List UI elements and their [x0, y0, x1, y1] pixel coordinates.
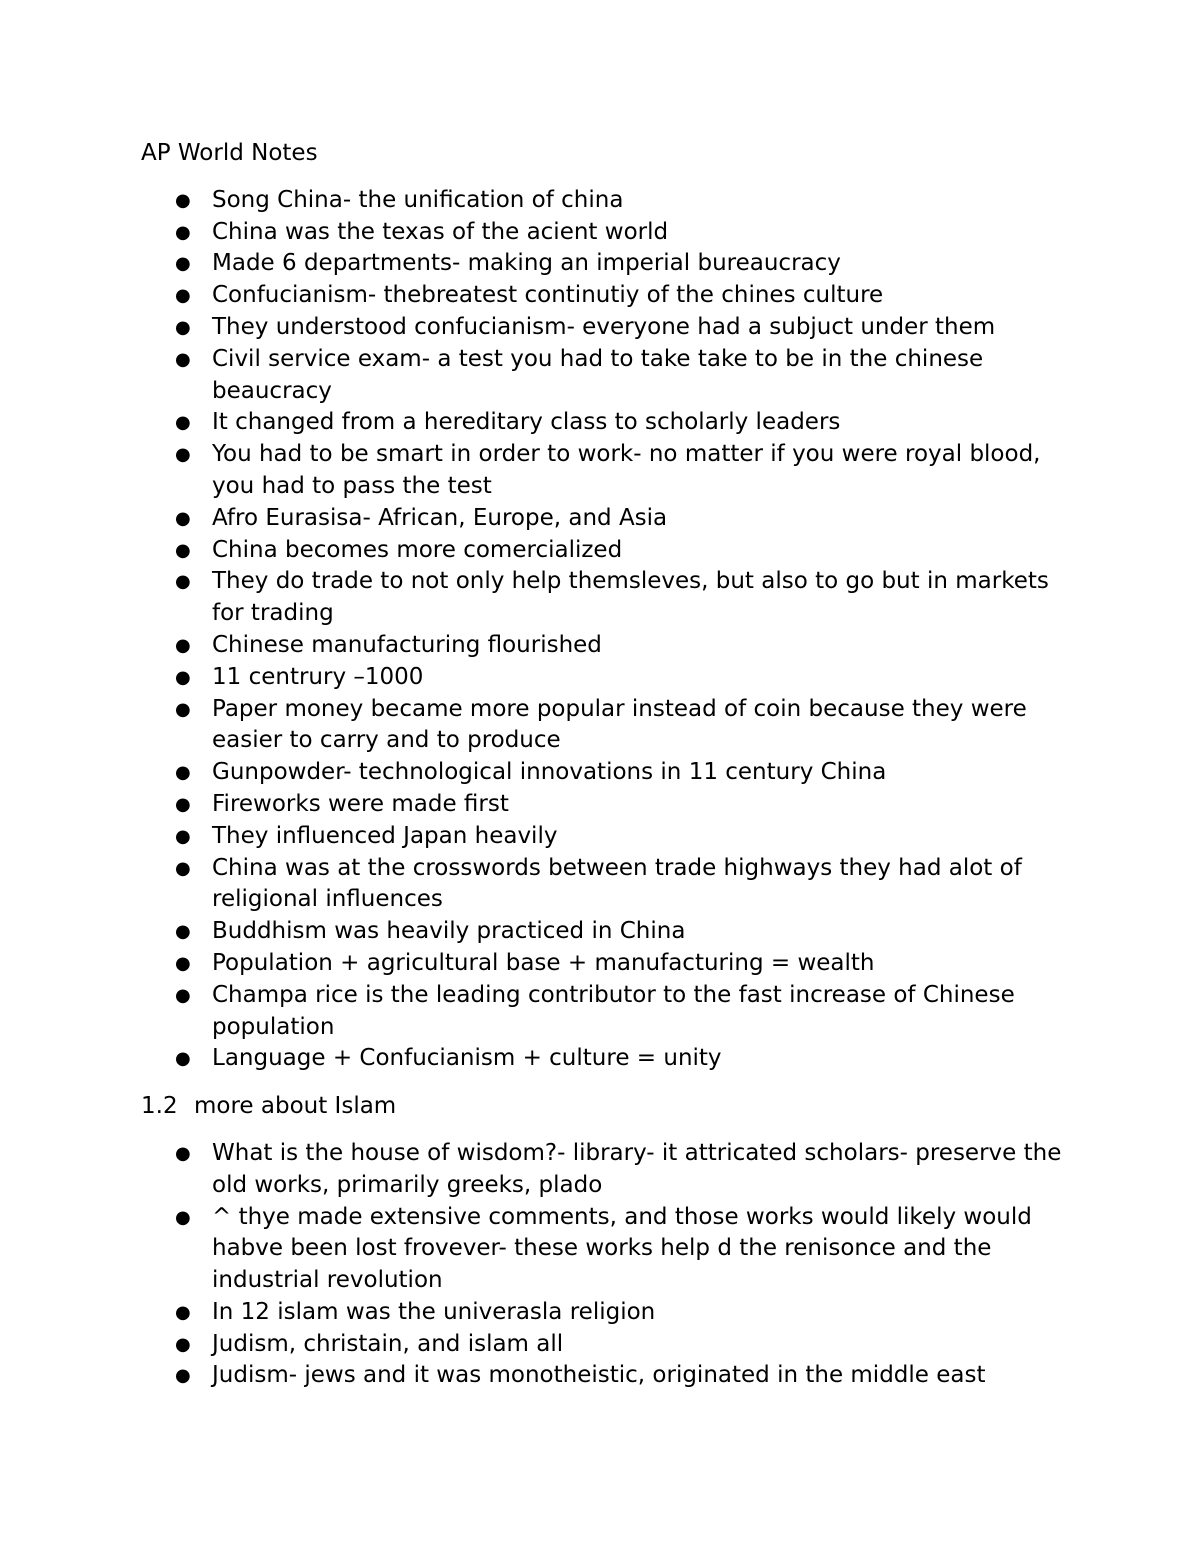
section-2-number: 1.2	[141, 1093, 178, 1120]
list-item-text: Judism, christain, and islam all	[212, 1330, 564, 1357]
document-body	[141, 138, 1071, 1392]
list-item-text: China was the texas of the acient world	[212, 218, 669, 245]
list-item-text: Civil service exam- a test you had to take take to be in the chinese beaucracy	[212, 345, 984, 404]
list-item	[141, 344, 1071, 408]
list-item-text: They do trade to not only help themsleves, but also to go but in markets for trading	[212, 568, 1049, 627]
section-2-title: more about Islam	[194, 1093, 397, 1120]
list-item	[141, 694, 1071, 758]
list-item	[141, 566, 1071, 630]
list-item-text: Afro Eurasisa- African, Europe, and Asia	[212, 504, 668, 531]
list-item	[141, 1329, 1071, 1361]
bullet-icon: ●	[175, 698, 191, 720]
list-item-text: Fireworks were made first	[212, 790, 509, 817]
list-item-text: In 12 islam was the univerasla religion	[212, 1298, 656, 1325]
bullet-icon: ●	[175, 793, 191, 815]
list-item-text: Gunpowder- technological innovations in 11 century China	[212, 759, 887, 786]
bullet-icon: ●	[175, 285, 191, 307]
list-item-text: Chinese manufacturing flourished	[212, 631, 602, 658]
bullet-icon: ●	[175, 571, 191, 593]
list-item	[141, 821, 1071, 853]
bullet-icon: ●	[175, 1365, 191, 1387]
list-item	[141, 630, 1071, 662]
list-item-text: What is the house of wisdom?- library- it attricated scholars- preserve the old works, primarily greeks, plado	[212, 1139, 1062, 1198]
bullet-icon: ●	[175, 253, 191, 275]
list-item-text: It changed from a hereditary class to scholarly leaders	[212, 409, 841, 436]
bullet-icon: ●	[175, 539, 191, 561]
list-item-text: Paper money became more popular instead of coin because they were easier to carry and to produce	[212, 695, 1027, 754]
bullet-icon: ●	[175, 1142, 191, 1164]
list-item	[141, 535, 1071, 567]
bullet-icon: ●	[175, 412, 191, 434]
bullet-icon: ●	[175, 444, 191, 466]
bullet-icon: ●	[175, 1206, 191, 1228]
list-item	[141, 1202, 1071, 1297]
bullet-icon: ●	[175, 1301, 191, 1323]
list-item	[141, 916, 1071, 948]
bullet-icon: ●	[175, 921, 191, 943]
bullet-icon: ●	[175, 221, 191, 243]
bullet-icon: ●	[175, 666, 191, 688]
list-item	[141, 248, 1071, 280]
bullet-icon: ●	[175, 825, 191, 847]
list-item-text: China becomes more comercialized	[212, 536, 623, 563]
list-item	[141, 1043, 1071, 1075]
section-1-list	[141, 185, 1071, 1075]
list-item	[141, 757, 1071, 789]
bullet-icon: ●	[175, 348, 191, 370]
list-item-text: 11 centrury –1000	[212, 663, 424, 690]
bullet-icon: ●	[175, 1048, 191, 1070]
list-item	[141, 789, 1071, 821]
list-item-text: Made 6 departments- making an imperial bureaucracy	[212, 250, 841, 277]
list-item	[141, 280, 1071, 312]
list-item	[141, 439, 1071, 503]
bullet-icon: ●	[175, 507, 191, 529]
section-2-heading	[141, 1091, 1071, 1123]
list-item-text: ^ thye made extensive comments, and those works would likely would habve been lost frovever- these works help d the renisonce and the industrial revolution	[212, 1203, 1032, 1294]
list-item-text: China was at the crosswords between trade highways they had alot of religional influences	[212, 854, 1022, 913]
list-item-text: They influenced Japan heavily	[212, 822, 558, 849]
list-item-text: Population + agricultural base + manufacturing = wealth	[212, 949, 875, 976]
list-item	[141, 853, 1071, 917]
list-item	[141, 185, 1071, 217]
list-item-text: Champa rice is the leading contributor to the fast increase of Chinese population	[212, 981, 1015, 1040]
list-item-text: Buddhism was heavily practiced in China	[212, 918, 686, 945]
list-item-text: They understood confucianism- everyone had a subjuct under them	[212, 313, 996, 340]
bullet-icon: ●	[175, 952, 191, 974]
list-item	[141, 1138, 1071, 1202]
list-item	[141, 217, 1071, 249]
bullet-icon: ●	[175, 189, 191, 211]
bullet-icon: ●	[175, 857, 191, 879]
section-2-list	[141, 1138, 1071, 1392]
list-item-text: Language + Confucianism + culture = unity	[212, 1045, 722, 1072]
list-item-text: Song China- the unification of china	[212, 186, 624, 213]
list-item	[141, 312, 1071, 344]
bullet-icon: ●	[175, 316, 191, 338]
list-item-text: Judism- jews and it was monotheistic, originated in the middle east	[212, 1362, 986, 1389]
list-item-text: You had to be smart in order to work- no matter if you were royal blood, you had to pass the test	[212, 441, 1041, 499]
list-item	[141, 407, 1071, 439]
list-item	[141, 503, 1071, 535]
document-title: AP World Notes	[141, 140, 318, 166]
list-item	[141, 980, 1071, 1044]
list-item	[141, 948, 1071, 980]
bullet-icon: ●	[175, 762, 191, 784]
bullet-icon: ●	[175, 1333, 191, 1355]
list-item-text: Confucianism- thebreatest continutiy of the chines culture	[212, 282, 884, 309]
list-item	[141, 662, 1071, 694]
bullet-icon: ●	[175, 984, 191, 1006]
bullet-icon: ●	[175, 634, 191, 656]
list-item	[141, 1297, 1071, 1329]
list-item	[141, 1360, 1071, 1392]
